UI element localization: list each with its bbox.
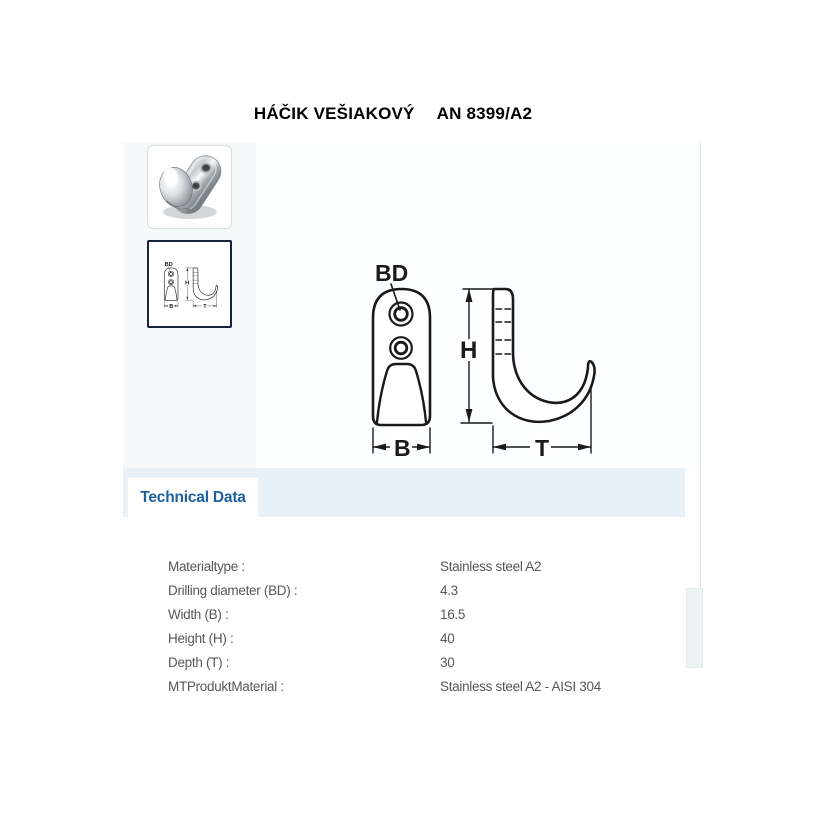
technical-drawing [257, 143, 701, 468]
row-label: Drilling diameter (BD) : [168, 582, 298, 598]
row-label: Materialtype : [168, 558, 245, 574]
product-code: AN 8399/A2 [436, 104, 533, 123]
table-row [168, 554, 648, 578]
row-value: 40 [440, 630, 455, 646]
row-label: Height (H) : [168, 630, 234, 646]
dim-label-h: H [184, 280, 189, 287]
row-value: 30 [440, 654, 455, 670]
row-label: Width (B) : [168, 606, 229, 622]
row-label: MTProduktMaterial : [168, 678, 284, 694]
page-title [0, 104, 786, 124]
thumbnail-product-photo[interactable] [147, 145, 232, 229]
panel-right-border [700, 143, 701, 588]
dim-label-t: T [535, 435, 550, 461]
row-value: 4.3 [440, 582, 458, 598]
technical-data-table [168, 554, 648, 698]
tab-bar [123, 468, 685, 517]
table-row [168, 602, 648, 626]
dim-label-h: H [460, 337, 478, 364]
row-label: Depth (T) : [168, 654, 230, 670]
table-row [168, 674, 648, 698]
tab-technical-data[interactable] [128, 478, 258, 517]
table-row [168, 578, 648, 602]
table-row [168, 650, 648, 674]
product-photo-image [148, 146, 231, 228]
row-value: 16.5 [440, 606, 466, 622]
thumbnail-rail [123, 143, 256, 468]
technical-drawing-mini [160, 259, 220, 310]
thumbnail-technical-drawing[interactable] [147, 240, 232, 328]
dim-label-t: T [202, 304, 207, 310]
product-name: HÁČIK VEŠIAKOVÝ [253, 104, 415, 123]
dim-label-bd: BD [164, 261, 173, 268]
row-value: Stainless steel A2 - AISI 304 [440, 678, 601, 694]
row-value: Stainless steel A2 [440, 558, 542, 574]
dim-label-bd: BD [375, 260, 409, 286]
dim-label-b: B [394, 435, 411, 461]
scrollbar-thumb[interactable] [686, 588, 703, 668]
dim-label-b: B [168, 304, 173, 310]
drawing-panel [257, 143, 701, 468]
table-row [168, 626, 648, 650]
tab-technical-data-label: Technical Data [140, 488, 246, 506]
